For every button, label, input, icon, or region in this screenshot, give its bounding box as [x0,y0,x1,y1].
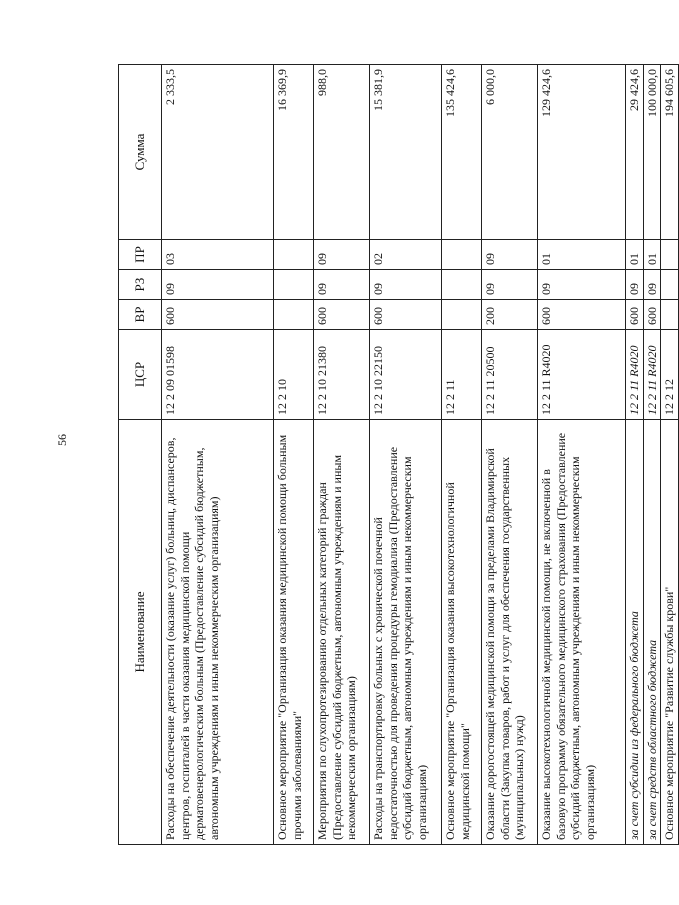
row-rz-cell [661,270,679,300]
row-pr-cell: 01 [538,240,626,270]
row-name-cell: за счет субсидии из федерального бюджета [626,420,644,845]
row-sum-cell: 135 424,6 [442,65,482,240]
table-header-row [119,65,162,845]
row-rz-cell [274,270,314,300]
row-vr-cell: 200 [482,300,538,330]
row-rz-cell: 09 [643,270,661,300]
row-pr-cell: 09 [482,240,538,270]
row-name-cell: Расходы на обеспечение деятельности (оказание услуг) больниц, диспансеров, центров, госпиталей в части оказания медицинской помощи дерматовенерологическим больным (Предоставление субсидий бюджетным, автономным учреждениям и иным некоммерческим организациям) [162,420,274,845]
table-row [274,65,314,845]
table-row [314,65,370,845]
row-pr-cell: 03 [162,240,274,270]
row-name-cell: Основное мероприятие "Организация оказания высокотехнологичной медицинской помощи" [442,420,482,845]
row-name-cell: Мероприятия по слухопротезированию отдельных категорий граждан (Предоставление субсидий бюджетным, автономным учреждениям и иным некоммерческим организациям) [314,420,370,845]
header-sum: Сумма [119,65,162,240]
page-number: 56 [55,434,69,446]
row-csr-cell: 12 2 10 22150 [370,330,442,420]
header-vr: ВР [119,300,162,330]
row-rz-cell: 09 [162,270,274,300]
row-pr-cell: 01 [626,240,644,270]
row-name-cell: Основное мероприятие "Развитие службы крови" [661,420,679,845]
header-pr: ПР [119,240,162,270]
header-name: Наименование [119,420,162,845]
row-name-cell: Оказание высокотехнологичной медицинской помощи, не включенной в базовую программу обязательного медицинского страхования (Предоставление субсидий бюджетным, автономным учреждениям и иным некоммерческим организациям) [538,420,626,845]
table-row [162,65,274,845]
row-sum-cell: 16 369,9 [274,65,314,240]
row-sum-cell: 100 000,0 [643,65,661,240]
row-rz-cell: 09 [370,270,442,300]
row-vr-cell [661,300,679,330]
row-name-cell: за счет средств областного бюджета [643,420,661,845]
row-sum-cell: 15 381,9 [370,65,442,240]
row-pr-cell: 02 [370,240,442,270]
table-row [643,65,661,845]
row-vr-cell [274,300,314,330]
row-vr-cell: 600 [314,300,370,330]
budget-table-container [118,65,677,845]
row-rz-cell: 09 [482,270,538,300]
row-vr-cell: 600 [370,300,442,330]
row-pr-cell [274,240,314,270]
row-csr-cell: 12 2 11 20500 [482,330,538,420]
table-row [482,65,538,845]
table-row [442,65,482,845]
row-sum-cell: 6 000,0 [482,65,538,240]
row-rz-cell: 09 [626,270,644,300]
row-pr-cell: 01 [643,240,661,270]
header-csr: ЦСР [119,330,162,420]
row-csr-cell: 12 2 10 21380 [314,330,370,420]
row-pr-cell [661,240,679,270]
row-vr-cell: 600 [643,300,661,330]
row-sum-cell: 29 424,6 [626,65,644,240]
header-rz: РЗ [119,270,162,300]
row-sum-cell: 129 424,6 [538,65,626,240]
row-csr-cell: 12 2 11 R4020 [643,330,661,420]
row-rz-cell [442,270,482,300]
row-name-cell: Расходы на транспортировку больных с хронической почечной недостаточностью для проведения процедуры гемодиализа (Предоставление субсидий бюджетным, автономным учреждениям и иным некоммерческим организациям) [370,420,442,845]
row-rz-cell: 09 [538,270,626,300]
row-vr-cell: 600 [162,300,274,330]
row-sum-cell: 988,0 [314,65,370,240]
table-row [370,65,442,845]
row-csr-cell: 12 2 11 R4020 [538,330,626,420]
row-csr-cell: 12 2 10 [274,330,314,420]
row-rz-cell: 09 [314,270,370,300]
row-pr-cell: 09 [314,240,370,270]
row-name-cell: Основное мероприятие "Организация оказания медицинской помощи больным прочими заболеваниями" [274,420,314,845]
table-body [162,65,679,845]
row-vr-cell: 600 [538,300,626,330]
row-csr-cell: 12 2 11 R4020 [626,330,644,420]
row-sum-cell: 2 333,5 [162,65,274,240]
table-row [626,65,644,845]
table-row [661,65,679,845]
row-name-cell: Оказание дорогостоящей медицинской помощи за пределами Владимирской области (Закупка товаров, работ и услуг для обеспечения государственных (муниципальных) нужд) [482,420,538,845]
row-pr-cell [442,240,482,270]
row-vr-cell: 600 [626,300,644,330]
row-csr-cell: 12 2 09 01598 [162,330,274,420]
row-vr-cell [442,300,482,330]
row-csr-cell: 12 2 12 [661,330,679,420]
row-sum-cell: 194 605,6 [661,65,679,240]
row-csr-cell: 12 2 11 [442,330,482,420]
budget-table [118,64,679,845]
table-row [538,65,626,845]
